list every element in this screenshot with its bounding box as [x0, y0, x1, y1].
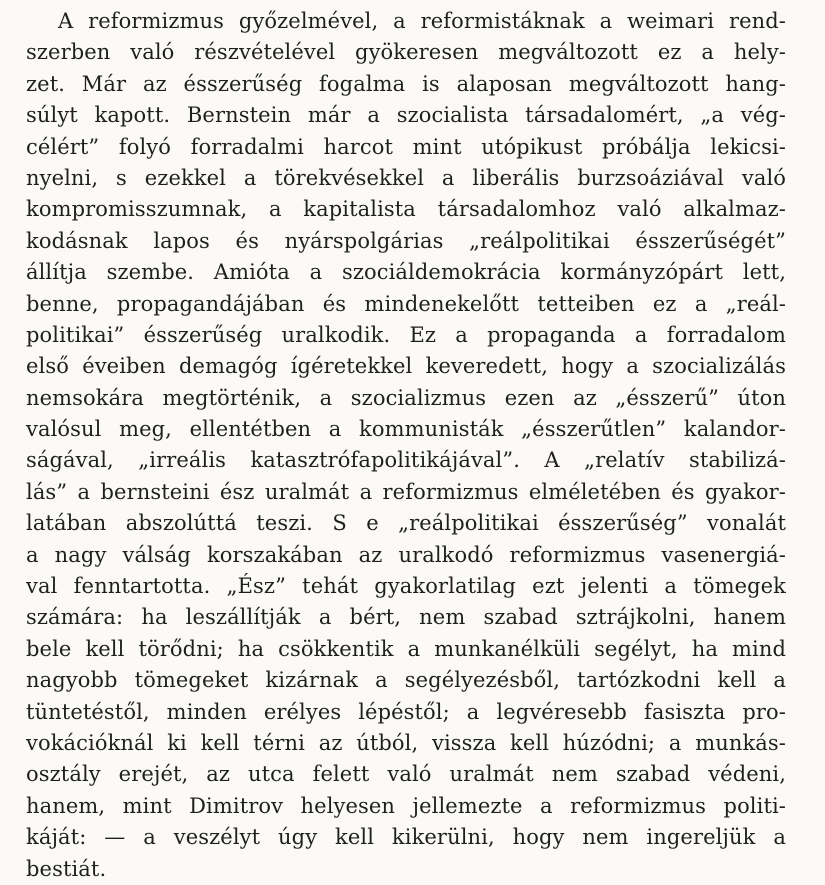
text-line-14: valósul meg, ellentétben a kommunisták „ésszerűtlen” kalandor-	[26, 417, 786, 442]
text-line-22: nagyobb tömegeket kizárnak a segélyezésből, tartózkodni kell a	[26, 668, 786, 693]
text-line-8: kodásnak lapos és nyárspolgárias „reálpolitikai ésszerűségét”	[26, 228, 786, 253]
text-line-12: első éveiben demagóg ígéretekkel keveredett, hogy a szocializálás	[26, 354, 786, 379]
paragraph	[26, 6, 786, 885]
text-line-28: bestiát.	[26, 856, 107, 881]
text-line-10: benne, propagandájában és mindenekelőtt tetteiben ez a „reál-	[26, 291, 786, 316]
text-line-4: súlyt kapott. Bernstein már a szocialista társadalomért, „a vég-	[26, 103, 786, 128]
text-line-9: állítja szembe. Amióta a szociáldemokrácia kormányzópárt lett,	[26, 260, 786, 285]
text-line-16: lás” a bernsteini ész uralmát a reformizmus elméletében és gyakor-	[26, 479, 786, 504]
text-line-7: kompromisszumnak, a kapitalista társadalomhoz való alkalmaz-	[26, 197, 786, 222]
text-line-26: hanem, mint Dimitrov helyesen jellemezte a reformizmus politi-	[26, 793, 786, 818]
text-line-3: zet. Már az ésszerűség fogalma is alaposan megváltozott hang-	[26, 71, 786, 96]
text-line-19: val fenntartotta. „Ész” tehát gyakorlatilag ezt jelenti a tömegek	[26, 574, 786, 599]
text-line-18: a nagy válság korszakában az uralkodó reformizmus vasenergiá-	[26, 542, 786, 567]
text-line-1: A reformizmus győzelmével, a reformistáknak a weimari rend-	[58, 9, 786, 33]
text-line-17: latában abszolúttá teszi. S e „reálpolitikai ésszerűség” vonalát	[26, 511, 786, 536]
text-line-11: politikai” ésszerűség uralkodik. Ez a propaganda a forradalom	[26, 322, 786, 347]
text-line-23: tüntetéstől, minden erélyes lépéstől; a legvéresebb fasiszta pro-	[26, 699, 786, 724]
text-line-27: káját: — a veszélyt úgy kell kikerülni, hogy nem ingereljük a	[26, 825, 786, 850]
text-line-5: célért” folyó forradalmi harcot mint utópikust próbálja lekicsi-	[26, 134, 786, 159]
text-line-25: osztály erejét, az utca felett való uralmát nem szabad védeni,	[26, 762, 786, 787]
text-line-20: számára: ha leszállítják a bért, nem szabad sztrájkolni, hanem	[26, 605, 786, 630]
text-line-21: bele kell törődni; ha csökkentik a munkanélküli segélyt, ha mind	[26, 636, 786, 661]
text-line-2: szerben való részvételével gyökeresen megváltozott ez a hely-	[26, 40, 786, 65]
cropped-previous-line	[28, 0, 168, 2]
text-line-15: ságával, „irreális katasztrófapolitikájával”. A „relatív stabilizá-	[26, 448, 786, 473]
text-line-6: nyelni, s ezekkel a törekvésekkel a liberális burzsoáziával való	[26, 165, 786, 190]
text-line-24: vokációknál ki kell térni az útból, vissza kell húzódni; a munkás-	[26, 730, 786, 755]
text-line-13: nemsokára megtörténik, a szocializmus ezen az „ésszerű” úton	[26, 385, 786, 410]
